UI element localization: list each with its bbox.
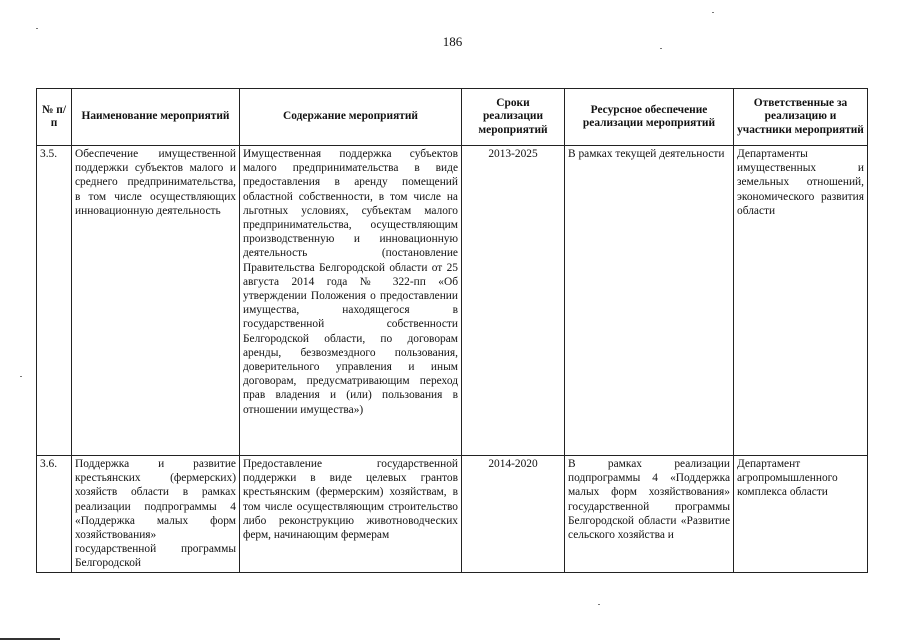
row-period: 2013-2025 [462, 146, 565, 456]
header-content: Содержание мероприятий [240, 89, 462, 146]
header-resources: Ресурсное обеспечение реализации мероприятий [565, 89, 734, 146]
row-number: 3.6. [37, 456, 72, 573]
header-period: Сроки реализации мероприятий [462, 89, 565, 146]
table-row [37, 146, 868, 456]
scan-speck [20, 376, 22, 377]
measures-table [36, 88, 868, 573]
scan-speck [712, 12, 714, 13]
row-resources: В рамках реализации подпрограммы 4 «Поддержка малых форм хозяйствования» государственной программы Белгородской области «Развитие сельского хозяйства и [565, 456, 734, 573]
header-number: № п/п [37, 89, 72, 146]
scan-speck [36, 28, 38, 29]
table-row [37, 456, 868, 573]
header-name: Наименование мероприятий [72, 89, 240, 146]
row-period: 2014-2020 [462, 456, 565, 573]
row-name: Поддержка и развитие крестьянских (фермерских) хозяйств области в рамках реализации подпрограммы 4 «Поддержка малых форм хозяйствования» государственной программы Белгородской [72, 456, 240, 573]
row-resources: В рамках текущей деятельности [565, 146, 734, 456]
table-header-row [37, 89, 868, 146]
row-content: Предоставление государственной поддержки в виде целевых грантов крестьянским (фермерским) хозяйствам, в том числе осуществляющим строительство либо реконструкцию животноводческих ферм, начинающим фермерам [240, 456, 462, 573]
scan-speck [598, 604, 600, 605]
header-responsible: Ответственные за реализацию и участники мероприятий [734, 89, 868, 146]
row-responsible: Департаменты имущественных и земельных отношений, экономического развития области [734, 146, 868, 456]
scan-speck [660, 48, 662, 49]
row-content: Имущественная поддержка субъектов малого предпринимательства в виде предоставления в аренду помещений областной собственности, в том числе на льготных условиях, субъектам малого предпринимательства, осуществляющим производственную и инновационную деятельность (постановление Правительства Белгородской области от 25 августа 2014 года № 322-пп «Об утверждении Положения о предоставлении имущества, находящегося в государственной собственности Белгородской области, по договорам аренды, безвозмездного пользования, доверительного управления и иным договорам, предусматривающим переход прав владения и (или) пользования в отношении имущества») [240, 146, 462, 456]
row-name: Обеспечение имущественной поддержки субъектов малого и среднего предпринимательства, в том числе осуществляющих инновационную деятельность [72, 146, 240, 456]
row-responsible: Департамент агропромышленного комплекса области [734, 456, 868, 573]
row-number: 3.5. [37, 146, 72, 456]
page-number: 186 [442, 34, 463, 49]
